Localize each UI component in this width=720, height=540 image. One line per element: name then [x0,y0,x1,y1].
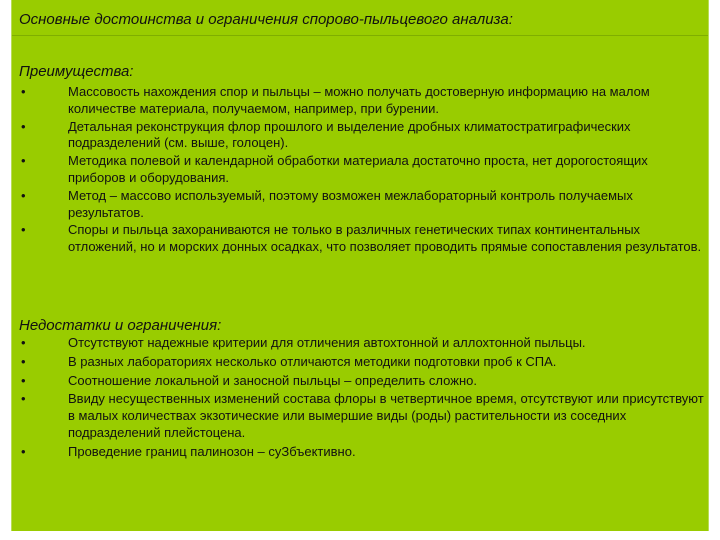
bullet: • [21,335,26,350]
list-item-text: Метод – массово используемый, поэтому возможен межлабораторный контроль получаемых результатов. [68,187,633,220]
list-item-text: Соотношение локальной и заносной пыльцы – определить сложно. [68,372,477,388]
bullet: • [21,118,26,134]
list-item [12,153,709,187]
list-item-text: Отсутствуют надежные критерии для отличения автохтонной и аллохтонной пыльцы. [68,335,586,350]
bullet: • [21,372,26,388]
bullet: • [21,353,26,369]
list-item [12,354,709,371]
slide-title: Основные достоинства и ограничения спорово-пыльцевого анализа: [19,11,513,28]
bullet: • [21,187,26,203]
list-item-text: Методика полевой и календарной обработки материала достаточно проста, нет дорогостоящих приборов и оборудования. [68,153,648,185]
list-item [12,84,709,118]
slide [11,0,709,531]
list-item [12,335,709,352]
list-item-text: В разных лабораториях несколько отличаются методики подготовки проб к СПА. [68,353,557,369]
list-item-text: Споры и пыльца захораниваются не только в различных генетических типах континентальных отложений, но и морских донных осадках, что позволяет проводить прямые сопоставления результатов. [68,222,702,255]
limitations-heading: Недостатки и ограничения: [19,317,222,334]
advantages-list [12,84,709,257]
bullet: • [21,443,26,459]
bullet: • [21,153,26,169]
bullet: • [21,222,26,238]
title-divider [12,35,708,36]
list-item [12,444,709,461]
list-item-text: Детальная реконструкция флор прошлого и выделение дробных климатостратиграфических подразделений (см. выше, голоцен). [68,118,631,151]
list-item [12,391,709,441]
list-item [12,188,709,222]
bullet: • [21,391,26,407]
list-item-text: Массовость нахождения спор и пыльцы – можно получать достоверную информацию на малом количестве материала, получаемом, например, при бурении. [68,84,650,116]
limitations-list [12,335,709,463]
bullet: • [21,84,26,99]
list-item-text: Ввиду несущественных изменений состава флоры в четвертичное время, отсутствуют или присутствуют в малых количествах экзотические или вымершие виды (роды) растительности из соседних подразделений плейстоцена. [68,391,704,440]
list-item-text: Проведение границ палинозон – суЗбъективно. [68,443,356,459]
list-item [12,119,709,153]
advantages-heading: Преимущества: [19,63,134,80]
list-item [12,222,709,256]
list-item [12,373,709,390]
